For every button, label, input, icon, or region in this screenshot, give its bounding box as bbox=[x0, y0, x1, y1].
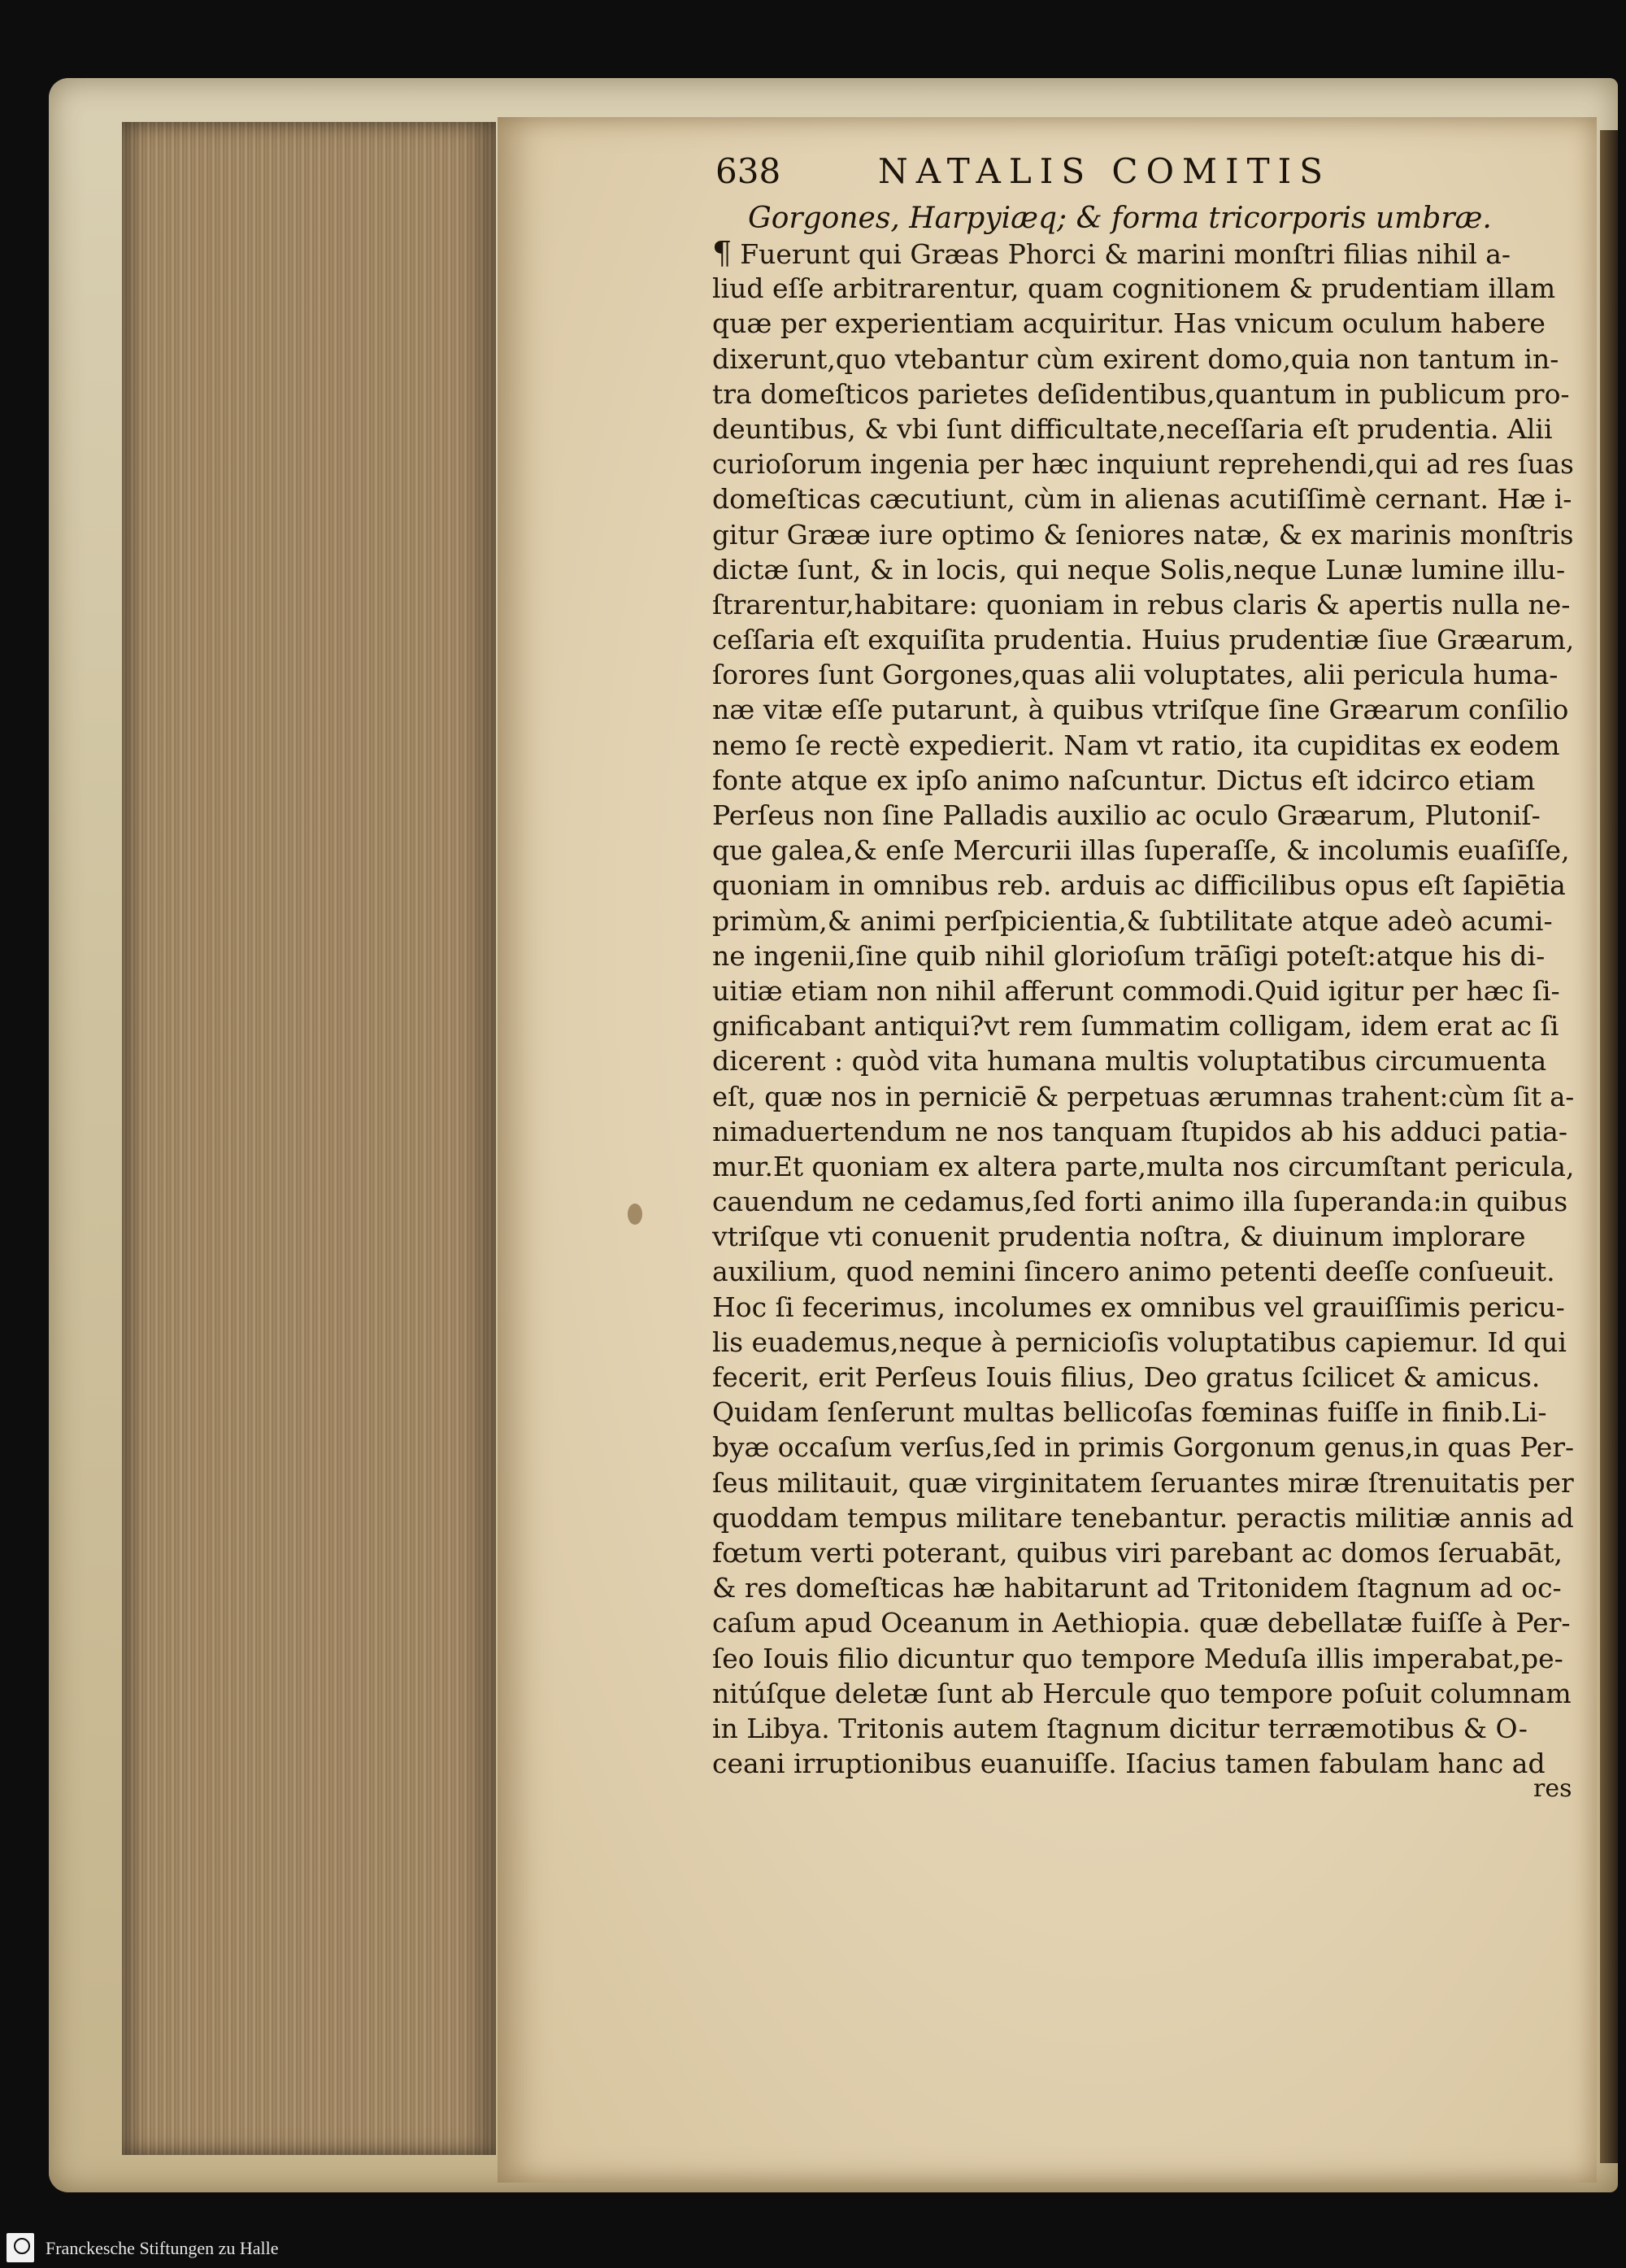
text-line-content: gitur Grææ iure optimo & ſeniores natæ, & ex marinis monſtris bbox=[712, 518, 1574, 551]
text-line bbox=[712, 587, 1574, 622]
text-line bbox=[712, 446, 1574, 481]
text-line bbox=[712, 833, 1574, 868]
text-line bbox=[712, 1079, 1575, 1114]
text-line bbox=[712, 938, 1574, 973]
text-line bbox=[712, 868, 1574, 903]
right-page-edge bbox=[1600, 130, 1618, 2163]
text-line bbox=[712, 1149, 1575, 1184]
text-line bbox=[712, 1008, 1574, 1043]
text-line bbox=[712, 1395, 1574, 1430]
text-line-content: gnificabant antiqui?vt rem ſummatim colligam, idem erat ac ſi bbox=[712, 1010, 1559, 1043]
text-line bbox=[712, 1043, 1574, 1078]
text-line-content: dictæ ſunt, & in locis, qui neque Solis,neque Lunæ lumine illu- bbox=[712, 553, 1566, 586]
page-number: 638 bbox=[715, 151, 781, 191]
text-line-content: in Libya. Tritonis autem ſtagnum dicitur terræmotibus & O- bbox=[712, 1712, 1528, 1744]
text-line bbox=[712, 1114, 1574, 1149]
text-line bbox=[712, 377, 1574, 411]
text-line bbox=[712, 1465, 1574, 1500]
text-line-content: ceani irruptionibus euanuiſſe. Iſacius tamen fabulam hanc ad bbox=[712, 1748, 1546, 1780]
text-line-content: primùm,& animi perſpicientia,& ſubtilitate atque adeò acumi- bbox=[712, 904, 1553, 937]
text-line bbox=[712, 1605, 1574, 1640]
text-line bbox=[712, 1746, 1574, 1781]
text-line-content: uitiæ etiam non nihil afferunt commodi.Quid igitur per hæc ſi- bbox=[712, 974, 1560, 1007]
text-line-content: deuntibus, & vbi ſunt difficultate,neceſſaria eſt prudentia. Alii bbox=[712, 412, 1553, 445]
text-line bbox=[712, 1500, 1574, 1535]
text-line-content: nemo ſe rectè expedierit. Nam vt ratio, ita cupiditas ex eodem bbox=[712, 729, 1560, 761]
text-line bbox=[712, 798, 1574, 833]
text-line-content: Fuerunt qui Græas Phorci & marini monſtri filias nihil a- bbox=[740, 238, 1511, 270]
text-line-content: Hoc ſi fecerimus, incolumes ex omnibus vel grauiſſimis pericu- bbox=[712, 1291, 1565, 1323]
text-line-content: quoniam in omnibus reb. arduis ac difficilibus opus eſt ſapiētia bbox=[712, 869, 1566, 902]
text-line-content: ſeo Iouis filio dicuntur quo tempore Meduſa illis imperabat,pe- bbox=[712, 1642, 1563, 1674]
text-line-content: que galea,& enſe Mercurii illas ſuperaſſe, & incolumis euaſiſſe, bbox=[712, 834, 1570, 867]
page-header bbox=[715, 151, 1561, 200]
text-line bbox=[712, 622, 1575, 657]
text-line bbox=[712, 1676, 1574, 1711]
text-line bbox=[712, 657, 1574, 692]
text-line-content: quæ per experientiam acquiritur. Has vnicum oculum habere bbox=[712, 307, 1546, 340]
text-line-content: quoddam tempus militare tenebantur. peractis militiæ annis ad bbox=[712, 1501, 1574, 1534]
text-line-content: byæ occaſum verſus,ſed in primis Gorgonum genus,in quas Per- bbox=[712, 1431, 1575, 1464]
text-line bbox=[712, 306, 1574, 341]
text-line bbox=[712, 1641, 1574, 1676]
text-line-content: vtriſque vti conuenit prudentia noſtra, & diuinum implorare bbox=[712, 1221, 1526, 1253]
text-line bbox=[712, 1711, 1574, 1746]
text-line bbox=[712, 517, 1574, 552]
text-line bbox=[712, 1219, 1574, 1254]
section-heading: Gorgones, Harpyiæq; & forma tricorporis umbræ. bbox=[748, 202, 1492, 235]
text-line-content: fœtum verti poterant, quibus viri parebant ac domos ſeruabāt, bbox=[712, 1536, 1563, 1569]
page-edges bbox=[122, 122, 496, 2155]
text-line bbox=[712, 728, 1574, 763]
text-line bbox=[712, 271, 1574, 306]
text-line bbox=[712, 1290, 1574, 1325]
text-line-content: ceſſaria eſt exquiſita prudentia. Huius prudentiæ ſiue Græarum, bbox=[712, 624, 1575, 656]
text-line bbox=[712, 552, 1574, 587]
text-line-content: curioſorum ingenia per hæc inquiunt reprehendi,qui ad res ſuas bbox=[712, 448, 1574, 481]
text-line-content: Perſeus non ſine Palladis auxilio ac oculo Græarum, Plutoniſ- bbox=[712, 799, 1541, 831]
body-text bbox=[712, 236, 1574, 1781]
footer-bar bbox=[0, 2228, 1626, 2268]
text-line-content: liud eſſe arbitrarentur, quam cognitionem & prudentiam illam bbox=[712, 272, 1556, 305]
catchword: res bbox=[1533, 1774, 1572, 1803]
institution-logo-icon bbox=[7, 2233, 34, 2262]
text-line-content: domeſticas cæcutiunt, cùm in alienas acutiſſimè cernant. Hæ i- bbox=[712, 483, 1572, 516]
text-line-content: auxilium, quod nemini ſincero animo petenti deeſſe conſueuit. bbox=[712, 1256, 1555, 1288]
text-line-content: & res domeſticas hæ habitarunt ad Tritonidem ſtagnum ad oc- bbox=[712, 1572, 1562, 1604]
text-line bbox=[712, 1570, 1574, 1605]
text-line bbox=[712, 692, 1574, 727]
text-line bbox=[712, 1254, 1574, 1289]
text-line-content: ſorores ſunt Gorgones,quas alii voluptates, alii pericula huma- bbox=[712, 659, 1559, 691]
running-head: NATALIS COMITIS bbox=[878, 151, 1331, 191]
text-line-content: dixerunt,quo vtebantur cùm exirent domo,quia non tantum in- bbox=[712, 342, 1559, 375]
text-line bbox=[712, 1430, 1575, 1465]
text-line bbox=[712, 411, 1574, 446]
institution-name: Franckesche Stiftungen zu Halle bbox=[46, 2238, 279, 2258]
text-line-content: mur.Et quoniam ex altera parte,multa nos circumſtant pericula, bbox=[712, 1150, 1575, 1182]
text-line bbox=[712, 1184, 1574, 1219]
pilcrow-icon: ¶ bbox=[712, 235, 733, 271]
text-line-content: ne ingenii,ſine quib nihil glorioſum trāſigi poteſt:atque his di- bbox=[712, 939, 1546, 972]
text-line-content: tra domeſticos parietes deſidentibus,quantum in publicum pro- bbox=[712, 377, 1570, 410]
text-line-content: Quidam ſenſerunt multas bellicoſas fœminas fuiſſe in finib.Li- bbox=[712, 1396, 1547, 1429]
text-line-content: ſeus militauit, quæ virginitatem ſeruantes miræ ſtrenuitatis per bbox=[712, 1466, 1574, 1499]
text-line bbox=[712, 236, 1574, 271]
text-line-content: dicerent : quòd vita humana multis voluptatibus circumuenta bbox=[712, 1045, 1547, 1077]
text-line-content: caſum apud Oceanum in Aethiopia. quæ debellatæ fuiſſe à Per- bbox=[712, 1607, 1571, 1639]
text-line-content: eſt, quæ nos in perniciē & perpetuas ærumnas trahent:cùm ſit a- bbox=[712, 1080, 1575, 1112]
text-line-content: ſtrarentur,habitare: quoniam in rebus claris & apertis nulla ne- bbox=[712, 588, 1571, 620]
text-line bbox=[712, 763, 1574, 798]
text-line bbox=[712, 1535, 1574, 1570]
text-line bbox=[712, 342, 1574, 377]
text-line-content: lis euademus,neque à pernicioſis voluptatibus capiemur. Id qui bbox=[712, 1326, 1567, 1358]
text-line bbox=[712, 973, 1574, 1008]
text-line bbox=[712, 481, 1574, 516]
foxing-spot bbox=[628, 1204, 642, 1225]
text-line-content: nimaduertendum ne nos tanquam ſtupidos ab his adduci patia- bbox=[712, 1115, 1567, 1147]
text-line-content: cauendum ne cedamus,ſed forti animo illa ſuperanda:in quibus bbox=[712, 1186, 1568, 1218]
text-line bbox=[712, 903, 1574, 938]
text-line-content: næ vitæ eſſe putarunt, à quibus vtriſque ſine Græarum conſilio bbox=[712, 694, 1569, 726]
text-line bbox=[712, 1360, 1574, 1395]
text-line-content: nitúſque deletæ ſunt ab Hercule quo tempore poſuit columnam bbox=[712, 1677, 1572, 1709]
text-line-content: fecerit, erit Perſeus Iouis filius, Deo gratus ſcilicet & amicus. bbox=[712, 1361, 1541, 1393]
text-line-content: fonte atque ex ipſo animo naſcuntur. Dictus eſt idcirco etiam bbox=[712, 764, 1536, 796]
text-line bbox=[712, 1325, 1574, 1360]
